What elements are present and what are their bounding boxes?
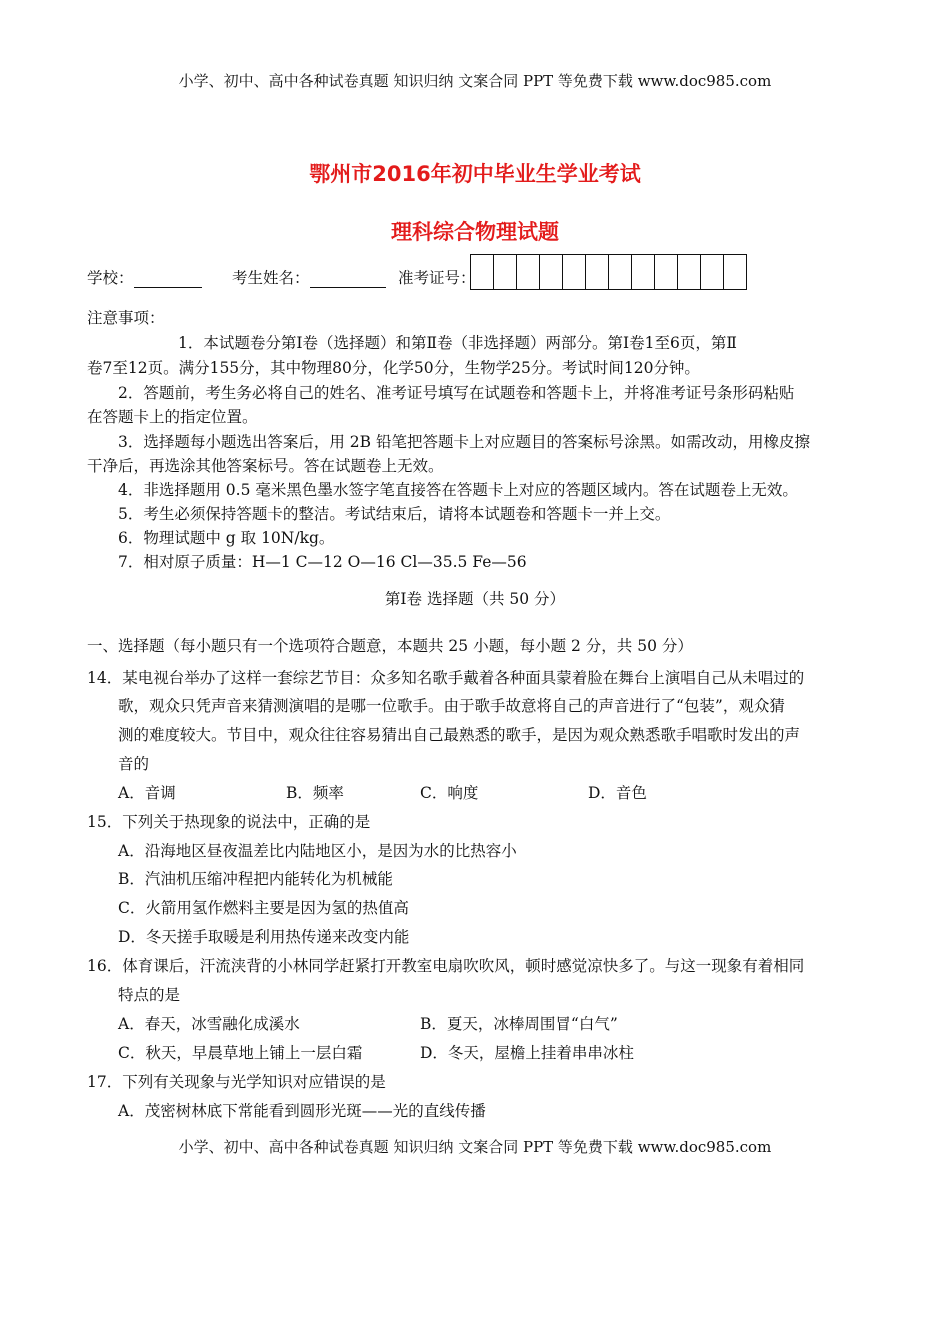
exam-subtitle: 理科综合物理试题 — [391, 220, 559, 244]
q16-line: 特点的是 — [118, 986, 181, 1004]
q15-option-b: B．汽油机压缩冲程把内能转化为机械能 — [118, 870, 393, 888]
q16-option-a: A．春天，冰雪融化成溪水 — [118, 1015, 300, 1033]
notice-line: 6．物理试题中 g 取 10N/kg。 — [118, 529, 335, 547]
notice-line: 干净后，再选涂其他答案标号。答在试题卷上无效。 — [87, 457, 444, 475]
exam-title: 鄂州市2016年初中毕业生学业考试 — [309, 162, 641, 186]
digit-box[interactable] — [609, 255, 632, 289]
digit-box[interactable] — [517, 255, 540, 289]
exam-number-boxes[interactable] — [470, 254, 747, 290]
q15-option-c: C．火箭用氢作燃料主要是因为氢的热值高 — [118, 899, 409, 917]
name-blank[interactable] — [310, 271, 386, 288]
part-title: 一、选择题（每小题只有一个选项符合题意，本题共 25 小题，每小题 2 分，共 50 分） — [87, 637, 693, 655]
q14-line: 音的 — [118, 755, 150, 773]
name-label: 考生姓名： — [232, 269, 310, 287]
notice-line: 2．答题前，考生务必将自己的姓名、准考证号填写在试题卷和答题卡上，并将准考证号条形码粘贴 — [118, 384, 795, 402]
notice-title: 注意事项： — [87, 309, 165, 327]
notice-line: 在答题卡上的指定位置。 — [87, 408, 258, 426]
notice-line: 5．考生必须保持答题卡的整洁。考试结束后，请将本试题卷和答题卡一并上交。 — [118, 505, 671, 523]
school-label: 学校： — [87, 269, 134, 287]
notice-line: 7．相对原子质量：H—1 C—12 O—16 Cl—35.5 Fe—56 — [118, 553, 527, 571]
q16-option-d: D．冬天，屋檐上挂着串串冰柱 — [420, 1044, 634, 1062]
digit-box[interactable] — [540, 255, 563, 289]
q17-option-a: A．茂密树林底下常能看到圆形光斑——光的直线传播 — [118, 1102, 486, 1120]
notice-line: 4．非选择题用 0.5 毫米黑色墨水签字笔直接答在答题卡上对应的答题区域内。答在试题卷上无效。 — [118, 481, 798, 499]
name-field[interactable] — [232, 266, 386, 288]
q16-option-b: B．夏天，冰棒周围冒“白气” — [420, 1015, 618, 1033]
q16-option-c: C．秋天，早晨草地上铺上一层白霜 — [118, 1044, 363, 1062]
q14-option-d: D．音色 — [588, 784, 647, 802]
q14-line: 测的难度较大。节目中，观众往往容易猜出自己最熟悉的歌手，是因为观众熟悉歌手唱歌时发出的声 — [118, 726, 801, 744]
school-blank[interactable] — [134, 271, 202, 288]
digit-box[interactable] — [655, 255, 678, 289]
q14-line: 歌，观众只凭声音来猜测演唱的是哪一位歌手。由于歌手故意将自己的声音进行了“包装”，观众猜 — [118, 697, 785, 715]
digit-box[interactable] — [632, 255, 655, 289]
q14-line: 14．某电视台举办了这样一套综艺节目：众多知名歌手戴着各种面具蒙着脸在舞台上演唱自己从未唱过的 — [87, 669, 805, 687]
digit-box[interactable] — [586, 255, 609, 289]
q14-option-a: A．音调 — [118, 784, 176, 802]
q15-option-a: A．沿海地区昼夜温差比内陆地区小，是因为水的比热容小 — [118, 842, 517, 860]
q17-stem: 17．下列有关现象与光学知识对应错误的是 — [87, 1073, 386, 1091]
digit-box[interactable] — [701, 255, 724, 289]
q15-stem: 15．下列关于热现象的说法中，正确的是 — [87, 813, 371, 831]
digit-box[interactable] — [563, 255, 586, 289]
exam-no-label: 准考证号： — [398, 269, 476, 287]
digit-box[interactable] — [494, 255, 517, 289]
notice-line: 卷7至12页。满分155分，其中物理80分，化学50分，生物学25分。考试时间120分钟。 — [87, 359, 700, 377]
q15-option-d: D．冬天搓手取暖是利用热传递来改变内能 — [118, 928, 410, 946]
page-header: 小学、初中、高中各种试卷真题 知识归纳 文案合同 PPT 等免费下载 www.doc985.com — [178, 72, 772, 90]
digit-box[interactable] — [724, 255, 746, 289]
notice-line: 3．选择题每小题选出答案后，用 2B 铅笔把答题卡上对应题目的答案标号涂黑。如需改动，用橡皮擦 — [118, 433, 810, 451]
section-title: 第Ⅰ卷 选择题（共 50 分） — [384, 590, 566, 608]
digit-box[interactable] — [471, 255, 494, 289]
notice-line: 1．本试题卷分第Ⅰ卷（选择题）和第Ⅱ卷（非选择题）两部分。第Ⅰ卷1至6页，第Ⅱ — [178, 334, 737, 352]
q14-option-b: B．频率 — [286, 784, 344, 802]
digit-box[interactable] — [678, 255, 701, 289]
q14-option-c: C．响度 — [420, 784, 479, 802]
page-footer: 小学、初中、高中各种试卷真题 知识归纳 文案合同 PPT 等免费下载 www.doc985.com — [178, 1138, 772, 1156]
school-field[interactable] — [87, 266, 202, 288]
q16-line: 16．体育课后，汗流浃背的小林同学赶紧打开教室电扇吹吹风，顿时感觉凉快多了。与这一现象有着相同 — [87, 957, 805, 975]
